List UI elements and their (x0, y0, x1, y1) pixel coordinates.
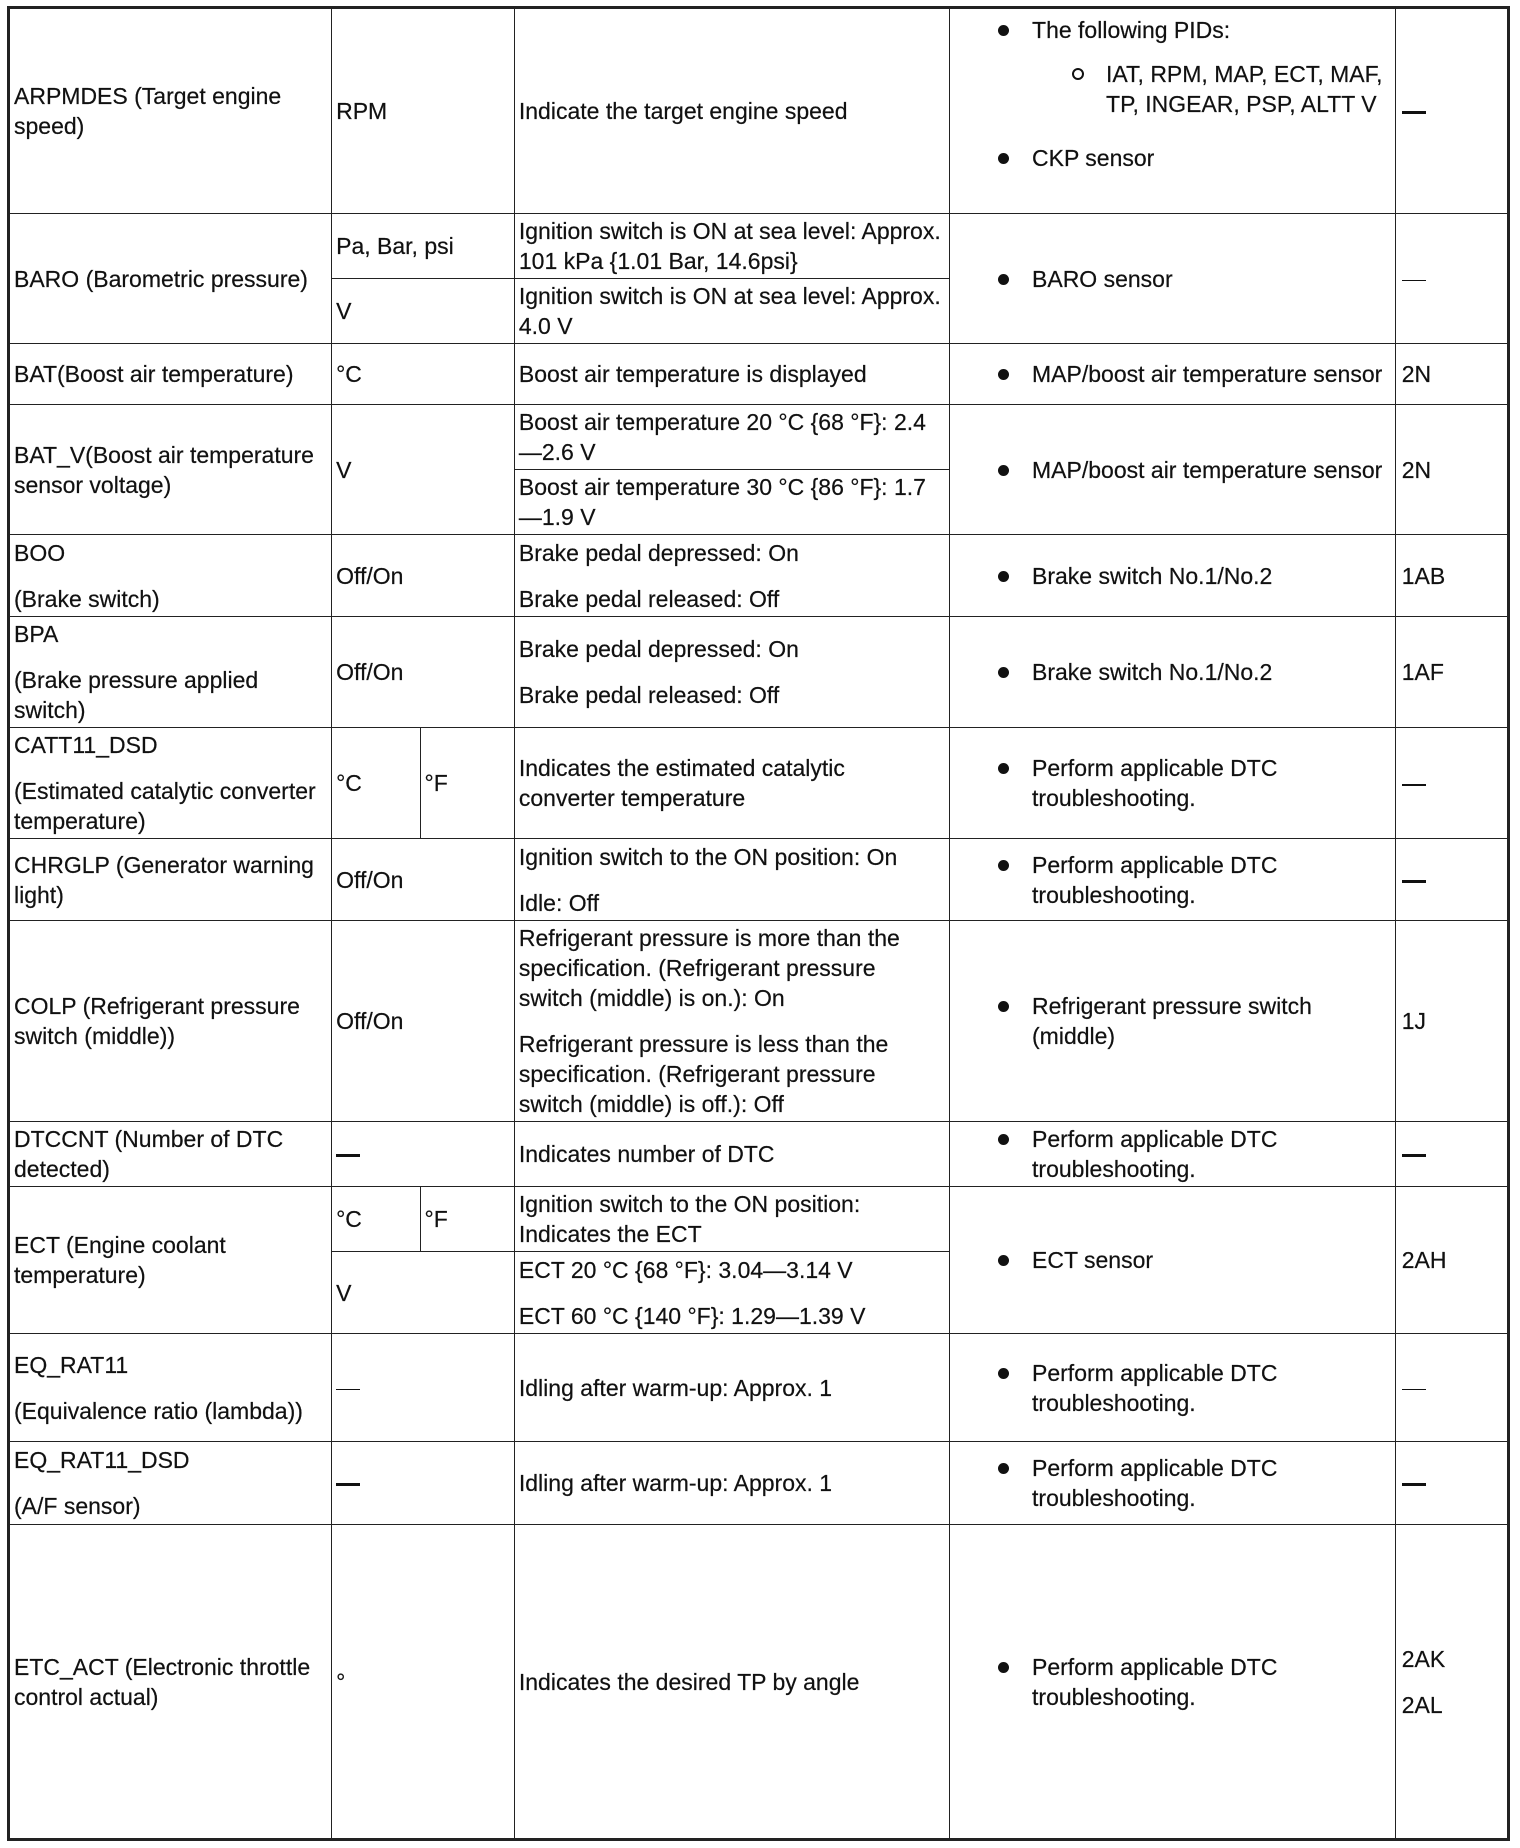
dash-mark (1402, 111, 1426, 114)
condition-line: Idle: Off (518, 889, 599, 916)
pid-code: BOO (14, 539, 66, 566)
pid-name (9, 728, 332, 839)
unit-fahrenheit: °F (420, 1187, 514, 1252)
condition: Idling after warm-up: Approx. 1 (514, 1442, 949, 1525)
pid-monitor-table (7, 6, 1510, 1841)
reference (1395, 214, 1508, 344)
condition-line: Refrigerant pressure is more than the specification. (Refrigerant pressure switch (middle) is on.): On (518, 925, 900, 1011)
condition: Idling after warm-up: Approx. 1 (514, 1334, 949, 1442)
unit: °C (332, 344, 515, 405)
reference (1395, 1525, 1508, 1840)
condition-line: ECT 20 °C {68 °F}: 3.04—3.14 V (518, 1256, 853, 1283)
reference-code: 2AK (1401, 1645, 1446, 1672)
pid-name (9, 1334, 332, 1442)
pid-description: (Estimated catalytic converter temperature) (14, 778, 316, 834)
dash-mark (336, 1483, 360, 1486)
inspection-bullet: MAP/boost air temperature sensor (954, 359, 1391, 389)
pid-name: BAT_V(Boost air temperature sensor voltage) (9, 405, 332, 535)
inspection-bullet: Perform applicable DTC troubleshooting. (954, 753, 1391, 813)
unit: V (332, 1252, 515, 1334)
inspection-item (950, 1334, 1396, 1442)
pid-name: BARO (Barometric pressure) (9, 214, 332, 344)
reference: 1AB (1395, 535, 1508, 617)
inspection-bullet: Perform applicable DTC troubleshooting. (954, 1124, 1391, 1184)
pid-name (9, 535, 332, 617)
dash-mark (1402, 1389, 1426, 1391)
inspection-item (950, 728, 1396, 839)
condition (514, 535, 949, 617)
inspection-bullet: ECT sensor (954, 1245, 1391, 1275)
unit (332, 1334, 515, 1442)
table-row (9, 1334, 1509, 1442)
condition-line: Brake pedal depressed: On (518, 636, 799, 662)
inspection-item (950, 535, 1396, 617)
condition (514, 1252, 949, 1334)
reference: 2N (1395, 405, 1508, 535)
inspection-item (950, 344, 1396, 405)
table-row (9, 1442, 1509, 1525)
inspection-bullet: Perform applicable DTC troubleshooting. (954, 1453, 1391, 1513)
condition: Ignition switch is ON at sea level: Approx. 4.0 V (514, 279, 949, 344)
unit: ° (332, 1525, 515, 1840)
pid-name: ETC_ACT (Electronic throttle control actual) (9, 1525, 332, 1840)
table-row (9, 1525, 1509, 1840)
inspection-item (950, 214, 1396, 344)
reference: 1J (1395, 921, 1508, 1122)
unit: Off/On (332, 839, 515, 921)
reference: 2AH (1395, 1187, 1508, 1334)
condition (514, 617, 949, 728)
pid-code: EQ_RAT11_DSD (14, 1447, 190, 1473)
unit: Off/On (332, 535, 515, 617)
pid-name (9, 617, 332, 728)
condition (514, 921, 949, 1122)
inspection-item (950, 921, 1396, 1122)
unit-fahrenheit: °F (420, 728, 514, 839)
inspection-bullet: Perform applicable DTC troubleshooting. (954, 850, 1391, 910)
condition-line: Brake pedal released: Off (518, 585, 780, 612)
unit: Pa, Bar, psi (332, 214, 515, 279)
dash-mark (1402, 1483, 1426, 1486)
unit: V (332, 279, 515, 344)
condition-line: Ignition switch to the ON position: On (518, 843, 898, 870)
inspection-bullet: Brake switch No.1/No.2 (954, 657, 1391, 687)
reference (1395, 1122, 1508, 1187)
pid-code: BPA (14, 621, 59, 647)
dash-mark (1402, 1154, 1426, 1157)
dash-mark (336, 1154, 360, 1157)
inspection-item (950, 839, 1396, 921)
table-row (9, 839, 1509, 921)
unit (332, 1442, 515, 1525)
pid-description: (Brake pressure applied switch) (14, 667, 259, 723)
pid-code: CATT11_DSD (14, 732, 158, 758)
unit: Off/On (332, 617, 515, 728)
unit-celsius: °C (332, 728, 420, 839)
pid-name: COLP (Refrigerant pressure switch (middle)) (9, 921, 332, 1122)
dash-mark (1402, 280, 1426, 282)
condition: Ignition switch is ON at sea level: Approx. 101 kPa {1.01 Bar, 14.6psi} (514, 214, 949, 279)
pid-name (9, 1442, 332, 1525)
pid-name: ARPMDES (Target engine speed) (9, 8, 332, 214)
pid-description: (A/F sensor) (14, 1493, 141, 1519)
inspection-bullet: BARO sensor (954, 264, 1391, 294)
table-row (9, 1122, 1509, 1187)
unit-celsius: °C (332, 1187, 420, 1252)
reference (1395, 1442, 1508, 1525)
dash-mark (336, 1389, 360, 1391)
unit: Off/On (332, 921, 515, 1122)
condition: Ignition switch to the ON position: Indicates the ECT (514, 1187, 949, 1252)
condition: Indicates the desired TP by angle (514, 1525, 949, 1840)
unit (332, 1122, 515, 1187)
inspection-bullet: Brake switch No.1/No.2 (954, 561, 1391, 591)
inspection-item (950, 8, 1396, 214)
inspection-bullet: Refrigerant pressure switch (middle) (954, 991, 1391, 1051)
pid-description: (Equivalence ratio (lambda)) (14, 1397, 303, 1424)
inspection-item (950, 1525, 1396, 1840)
reference (1395, 839, 1508, 921)
pid-description: (Brake switch) (14, 585, 160, 612)
inspection-item (950, 1122, 1396, 1187)
pid-name: DTCCNT (Number of DTC detected) (9, 1122, 332, 1187)
reference: 1AF (1395, 617, 1508, 728)
condition-line: Brake pedal released: Off (518, 682, 780, 708)
condition: Boost air temperature 20 °C {68 °F}: 2.4—2.6 V (514, 405, 949, 470)
inspection-bullet: MAP/boost air temperature sensor (954, 455, 1391, 485)
table-row (9, 8, 1509, 214)
inspection-item (950, 1187, 1396, 1334)
pid-code: EQ_RAT11 (14, 1351, 129, 1378)
inspection-bullet: Perform applicable DTC troubleshooting. (954, 1652, 1391, 1712)
inspection-item (950, 405, 1396, 535)
condition: Indicates the estimated catalytic converter temperature (514, 728, 949, 839)
inspection-item (950, 617, 1396, 728)
pid-name: BAT(Boost air temperature) (9, 344, 332, 405)
unit: V (332, 405, 515, 535)
reference: 2N (1395, 344, 1508, 405)
table-row (9, 617, 1509, 728)
table-row (9, 728, 1509, 839)
condition-line: Refrigerant pressure is less than the specification. (Refrigerant pressure switch (middle) is off.): Off (518, 1031, 889, 1117)
condition (514, 839, 949, 921)
reference (1395, 1334, 1508, 1442)
inspection-bullet: The following PIDs: (954, 15, 1391, 45)
table-row (9, 535, 1509, 617)
reference (1395, 8, 1508, 214)
reference-code: 2AL (1401, 1691, 1443, 1718)
condition-line: Brake pedal depressed: On (518, 539, 799, 566)
inspection-bullet: Perform applicable DTC troubleshooting. (954, 1358, 1391, 1418)
condition: Indicates number of DTC (514, 1122, 949, 1187)
inspection-item (950, 1442, 1396, 1525)
dash-mark (1402, 784, 1426, 786)
dash-mark (1402, 880, 1426, 883)
table-row (9, 921, 1509, 1122)
reference (1395, 728, 1508, 839)
condition-line: ECT 60 °C {140 °F}: 1.29—1.39 V (518, 1302, 866, 1329)
table-row (9, 214, 1509, 279)
condition: Indicate the target engine speed (514, 8, 949, 214)
table-row (9, 1187, 1509, 1252)
inspection-sub-bullet: IAT, RPM, MAP, ECT, MAF, TP, INGEAR, PSP, ALTT V (954, 59, 1391, 119)
condition: Boost air temperature is displayed (514, 344, 949, 405)
pid-name: CHRGLP (Generator warning light) (9, 839, 332, 921)
unit: RPM (332, 8, 515, 214)
inspection-bullet: CKP sensor (954, 143, 1391, 173)
pid-name: ECT (Engine coolant temperature) (9, 1187, 332, 1334)
table-row (9, 405, 1509, 470)
condition: Boost air temperature 30 °C {86 °F}: 1.7—1.9 V (514, 470, 949, 535)
table-row (9, 344, 1509, 405)
